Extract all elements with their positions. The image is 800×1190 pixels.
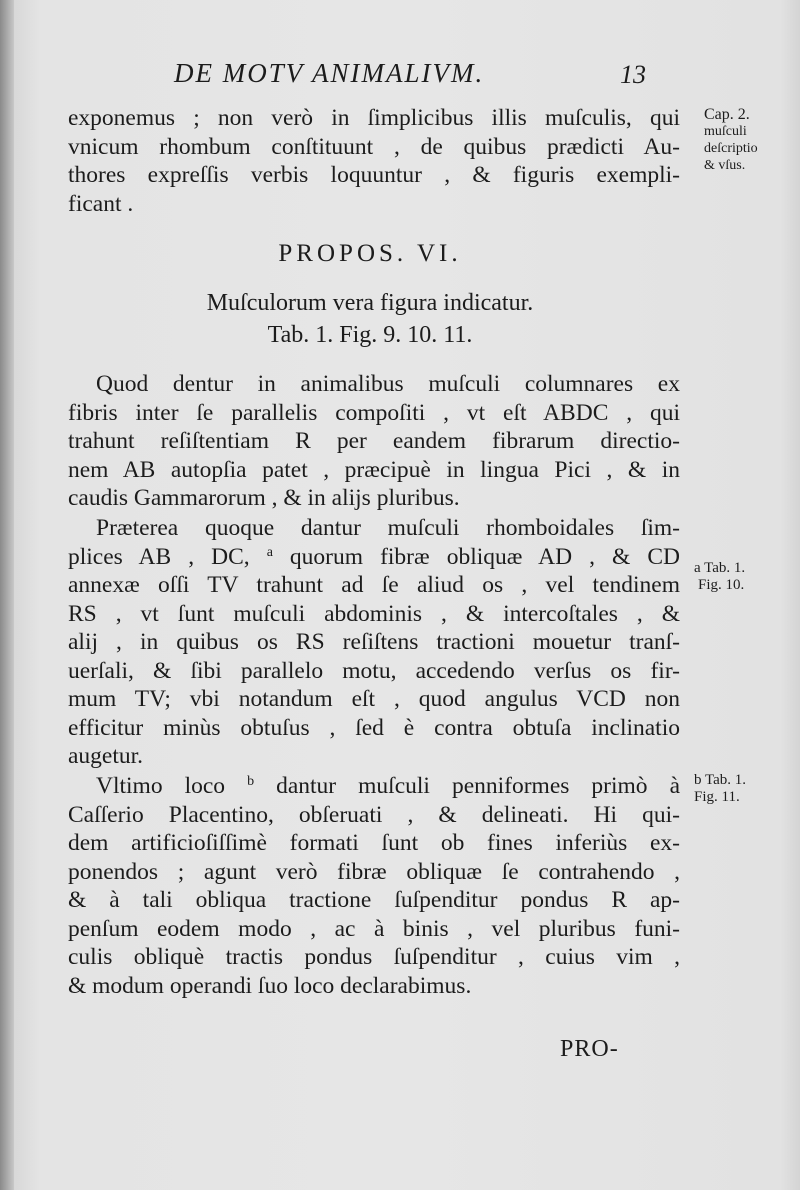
margin-note-line: b Tab. 1.: [694, 772, 747, 788]
paragraph-intro: [68, 104, 680, 218]
text-line: alij , in quibus os RS reſiſtens tractioni mouetur tranſ-: [68, 629, 680, 655]
text-fragment: quorum fibræ obliquæ AD , & CD: [272, 543, 681, 570]
paragraph-penniform-muscles: [68, 772, 680, 1000]
margin-note-line: Fig. 11.: [694, 789, 740, 805]
text-line: mum TV; vbi notandum eſt , quod angulus VCD non: [68, 686, 680, 712]
text-fragment: plices AB , DC,: [68, 543, 267, 570]
page-number: 13: [620, 60, 646, 89]
margin-note-line: & vſus.: [704, 158, 746, 173]
margin-note-chapter: [704, 106, 758, 174]
text-line: ponendos ; agunt verò fibræ obliquæ ſe contrahendo ,: [68, 858, 680, 885]
text-line: caudis Gammarorum , & in alijs pluribus.: [68, 485, 460, 511]
text-line: [68, 543, 680, 572]
text-line: RS , vt ſunt muſculi abdominis , & intercoſtales , &: [68, 600, 680, 627]
footnote-marker-a: a: [266, 544, 273, 560]
text-line: [68, 772, 680, 801]
text-line: Quod dentur in animalibus muſculi columnares ex: [96, 371, 680, 397]
text-line: ficant .: [68, 190, 134, 217]
text-line: dem artificioſiſſimè formati ſunt ob fines inferiùs ex-: [68, 830, 680, 856]
margin-note-b: [694, 772, 746, 806]
proposition-subtitle: Muſculorum vera figura indicatur.: [206, 290, 534, 316]
text-fragment: dantur muſculi penniformes primò à: [254, 773, 680, 799]
margin-note-line: Cap. 2.: [704, 106, 750, 123]
text-line: uerſali, & ſibi parallelo motu, accedendo verſus os fir-: [68, 657, 680, 684]
margin-note-line: deſcriptio: [704, 141, 758, 156]
text-line: penſum eodem modo , ac à binis , vel pluribus funi-: [68, 915, 680, 942]
margin-note-line: Fig. 10.: [698, 577, 745, 593]
text-line: & à tali obliqua tractione ſuſpenditur pondus R ap-: [68, 887, 680, 913]
margin-note-line: muſculi: [704, 124, 747, 139]
margin-note-a: [694, 560, 745, 594]
paragraph-columnar-muscles: [68, 370, 680, 513]
running-title: DE MOTV ANIMALIVM.: [174, 58, 485, 88]
catchword: PRO-: [560, 1036, 619, 1062]
text-line: augetur.: [68, 743, 144, 769]
text-fragment: Vltimo loco: [96, 773, 248, 799]
text-line: nem AB autopſia patet , præcipuè in lingua Pici , & in: [68, 456, 680, 483]
text-line: culis obliquè tractis pondus ſuſpenditur , cuius vim ,: [68, 944, 680, 970]
text-line: fibris inter ſe parallelis compoſiti , vt eſt ABDC , qui: [68, 399, 680, 426]
page-spine-shadow: [0, 0, 14, 1190]
paragraph-rhomboidal-muscles: [68, 514, 680, 771]
text-line: Præterea quoque dantur muſculi rhomboidales ſim-: [96, 515, 680, 541]
text-line: vnicum rhombum conſtituunt , de quibus prædicti Au-: [68, 133, 680, 160]
figure-reference: Tab. 1. Fig. 9. 10. 11.: [267, 322, 473, 348]
proposition-heading: PROPOS. VI.: [278, 240, 462, 267]
text-line: thores expreſſis verbis loquuntur , & figuris exempli-: [68, 162, 680, 188]
text-line: annexæ oſſi TV trahunt ad ſe aliud os , vel tendinem: [68, 572, 680, 598]
margin-note-line: a Tab. 1.: [694, 560, 746, 576]
page-header: [0, 58, 800, 94]
text-line: trahunt reſiſtentiam R per eandem fibrarum directio-: [68, 428, 680, 454]
text-line: exponemus ; non verò in ſimplicibus illis muſculis, qui: [68, 105, 680, 131]
footnote-marker-b: b: [247, 774, 255, 789]
text-line: efficitur minùs obtuſus , ſed è contra obtuſa inclinatio: [68, 714, 680, 741]
text-line: Caſſerio Placentino, obſeruati , & delineati. Hi qui-: [68, 801, 680, 828]
text-line: & modum operandi ſuo loco declarabimus.: [68, 972, 472, 999]
